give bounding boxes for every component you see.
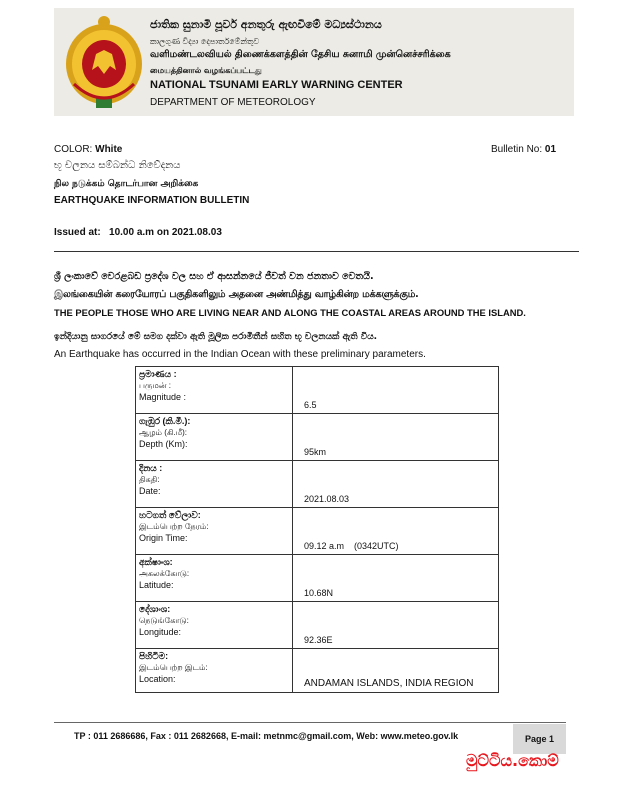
table-row [136,508,499,555]
param-label-cell [136,367,293,414]
param-label-cell [136,414,293,461]
param-value-cell [293,602,499,649]
table-row [136,555,499,602]
parameters-table [135,366,499,693]
param-label-english: Location: [139,674,176,684]
param-value: 95km [304,447,327,457]
bulletin-number [491,144,556,155]
table-row [136,414,499,461]
param-label-sinhala: දිනය : [139,463,163,473]
watermark-logo: මුට්ටිය.කොම් [466,751,559,770]
param-label-english: Date: [139,486,161,496]
param-label-cell [136,602,293,649]
page-number [513,724,566,754]
param-label-tamil: ஆழம் (கி.மீ): [139,428,188,437]
param-label-tamil: நெடுங்கோடு: [139,616,189,625]
param-label-english: Origin Time: [139,533,188,543]
param-label-cell [136,649,293,693]
param-value-cell [293,367,499,414]
param-label-tamil: இடம்பெற்ற நேரம்: [139,522,209,531]
param-value: 92.36E [304,635,333,645]
param-label-sinhala: හටගත් වේලාව: [139,510,201,520]
header-english-dept: DEPARTMENT OF METEOROLOGY [150,97,316,108]
issued-label: Issued at: [54,227,101,238]
sri-lanka-emblem-icon [62,14,146,110]
table-row [136,367,499,414]
page-number-label: Page 1 [524,734,555,744]
param-value-cell [293,555,499,602]
param-label-sinhala: ගැඹුර (කි.මී.): [139,416,191,426]
issued-value: 10.00 a.m on 2021.08.03 [109,227,222,238]
param-label-tamil: அகலக்கோடு: [139,569,190,578]
header-tamil-title: வளிமண்டலவியல் திணைக்களத்தின் தேசிய சுனாமி முன்னெச்சரிக்கை [150,49,451,60]
param-label-english: Depth (Km): [139,439,188,449]
notice-english: THE PEOPLE THOSE WHO ARE LIVING NEAR AND ALONG THE COASTAL AREAS AROUND THE ISLAND. [54,307,526,318]
table-row [136,461,499,508]
param-value-cell [293,649,499,693]
param-value-cell [293,461,499,508]
param-label-cell [136,555,293,602]
title-sinhala: භූ චලනය සම්බන්ධ නිවේදනය [54,160,181,171]
color-value: White [95,144,123,155]
table-row [136,649,499,693]
color-label: COLOR: [54,144,93,155]
title-tamil: நில நடுக்கம் தொடர்பான அறிக்கை [54,179,199,189]
param-label-sinhala: අක්ෂාංශ: [139,557,173,567]
param-value: 6.5 [304,400,317,410]
header-sinhala-title: ජාතික සුනාමි පූර්ව අනතුරු ඇඟවීමේ මධ්‍යස්ථානය [150,18,382,31]
param-value: 10.68N [304,588,334,598]
footer-contact: TP : 011 2686686, Fax : 011 2682668, E-mail: metnmc@gmail.com, Web: www.meteo.gov.lk [74,731,459,741]
param-value: 09.12 a.m (0342UTC) [304,541,399,551]
notice-tamil: இலங்கையின் கரையோரப் பகுதிகளிலும் அதனை அண்மித்து வாழ்கின்ற மக்களுக்கும். [54,289,419,300]
header-sinhala-dept: කාලගුණ විද්‍යා දෙපාර්තමේන්තුව [150,37,260,46]
param-value: 2021.08.03 [304,494,350,504]
param-label-sinhala: ප්‍රමාණය : [139,369,177,379]
param-label-sinhala: දේශාංශ: [139,604,171,614]
header-english-title: NATIONAL TSUNAMI EARLY WARNING CENTER [150,79,403,91]
param-label-cell [136,461,293,508]
bulletin-value: 01 [544,144,557,155]
title-english: EARTHQUAKE INFORMATION BULLETIN [54,195,250,206]
param-label-tamil: திகதி: [139,475,160,484]
param-label-cell [136,508,293,555]
param-label-tamil: இடம்பெற்ற இடம்: [139,663,208,672]
intro-english: An Earthquake has occurred in the Indian Ocean with these preliminary parameters. [54,349,426,360]
param-value: ANDAMAN ISLANDS, INDIA REGION [304,678,474,689]
param-label-english: Magnitude : [139,392,187,402]
notice-sinhala: ශ්‍රී ලංකාවේ වෙරළබඩ ප්‍රදේශ වල සහ ඒ ආසන්නයේ ජීවත් වන ජනතාව වෙතයි. [54,271,374,282]
param-label-sinhala: පිහිටීම: [139,651,169,661]
param-value-cell [293,508,499,555]
color-line [54,144,122,155]
table-row [136,602,499,649]
param-value-cell [293,414,499,461]
param-label-tamil: பருமன் : [139,381,172,390]
issued-line [54,227,222,238]
divider [54,251,579,252]
header-tamil-subtitle: மையத்தினால் வழங்கப்பட்டது [150,66,262,75]
footer-divider [54,722,566,723]
intro-sinhala: ඉන්දියානු සාගරයේ මේ සමග දක්වා ඇති මූලික පරාමිතීන් සහිත භූ චලනයක් ඇති විය. [54,332,378,342]
bulletin-label: Bulletin No: [491,144,543,155]
param-label-english: Latitude: [139,580,174,590]
param-label-english: Longitude: [139,627,182,637]
